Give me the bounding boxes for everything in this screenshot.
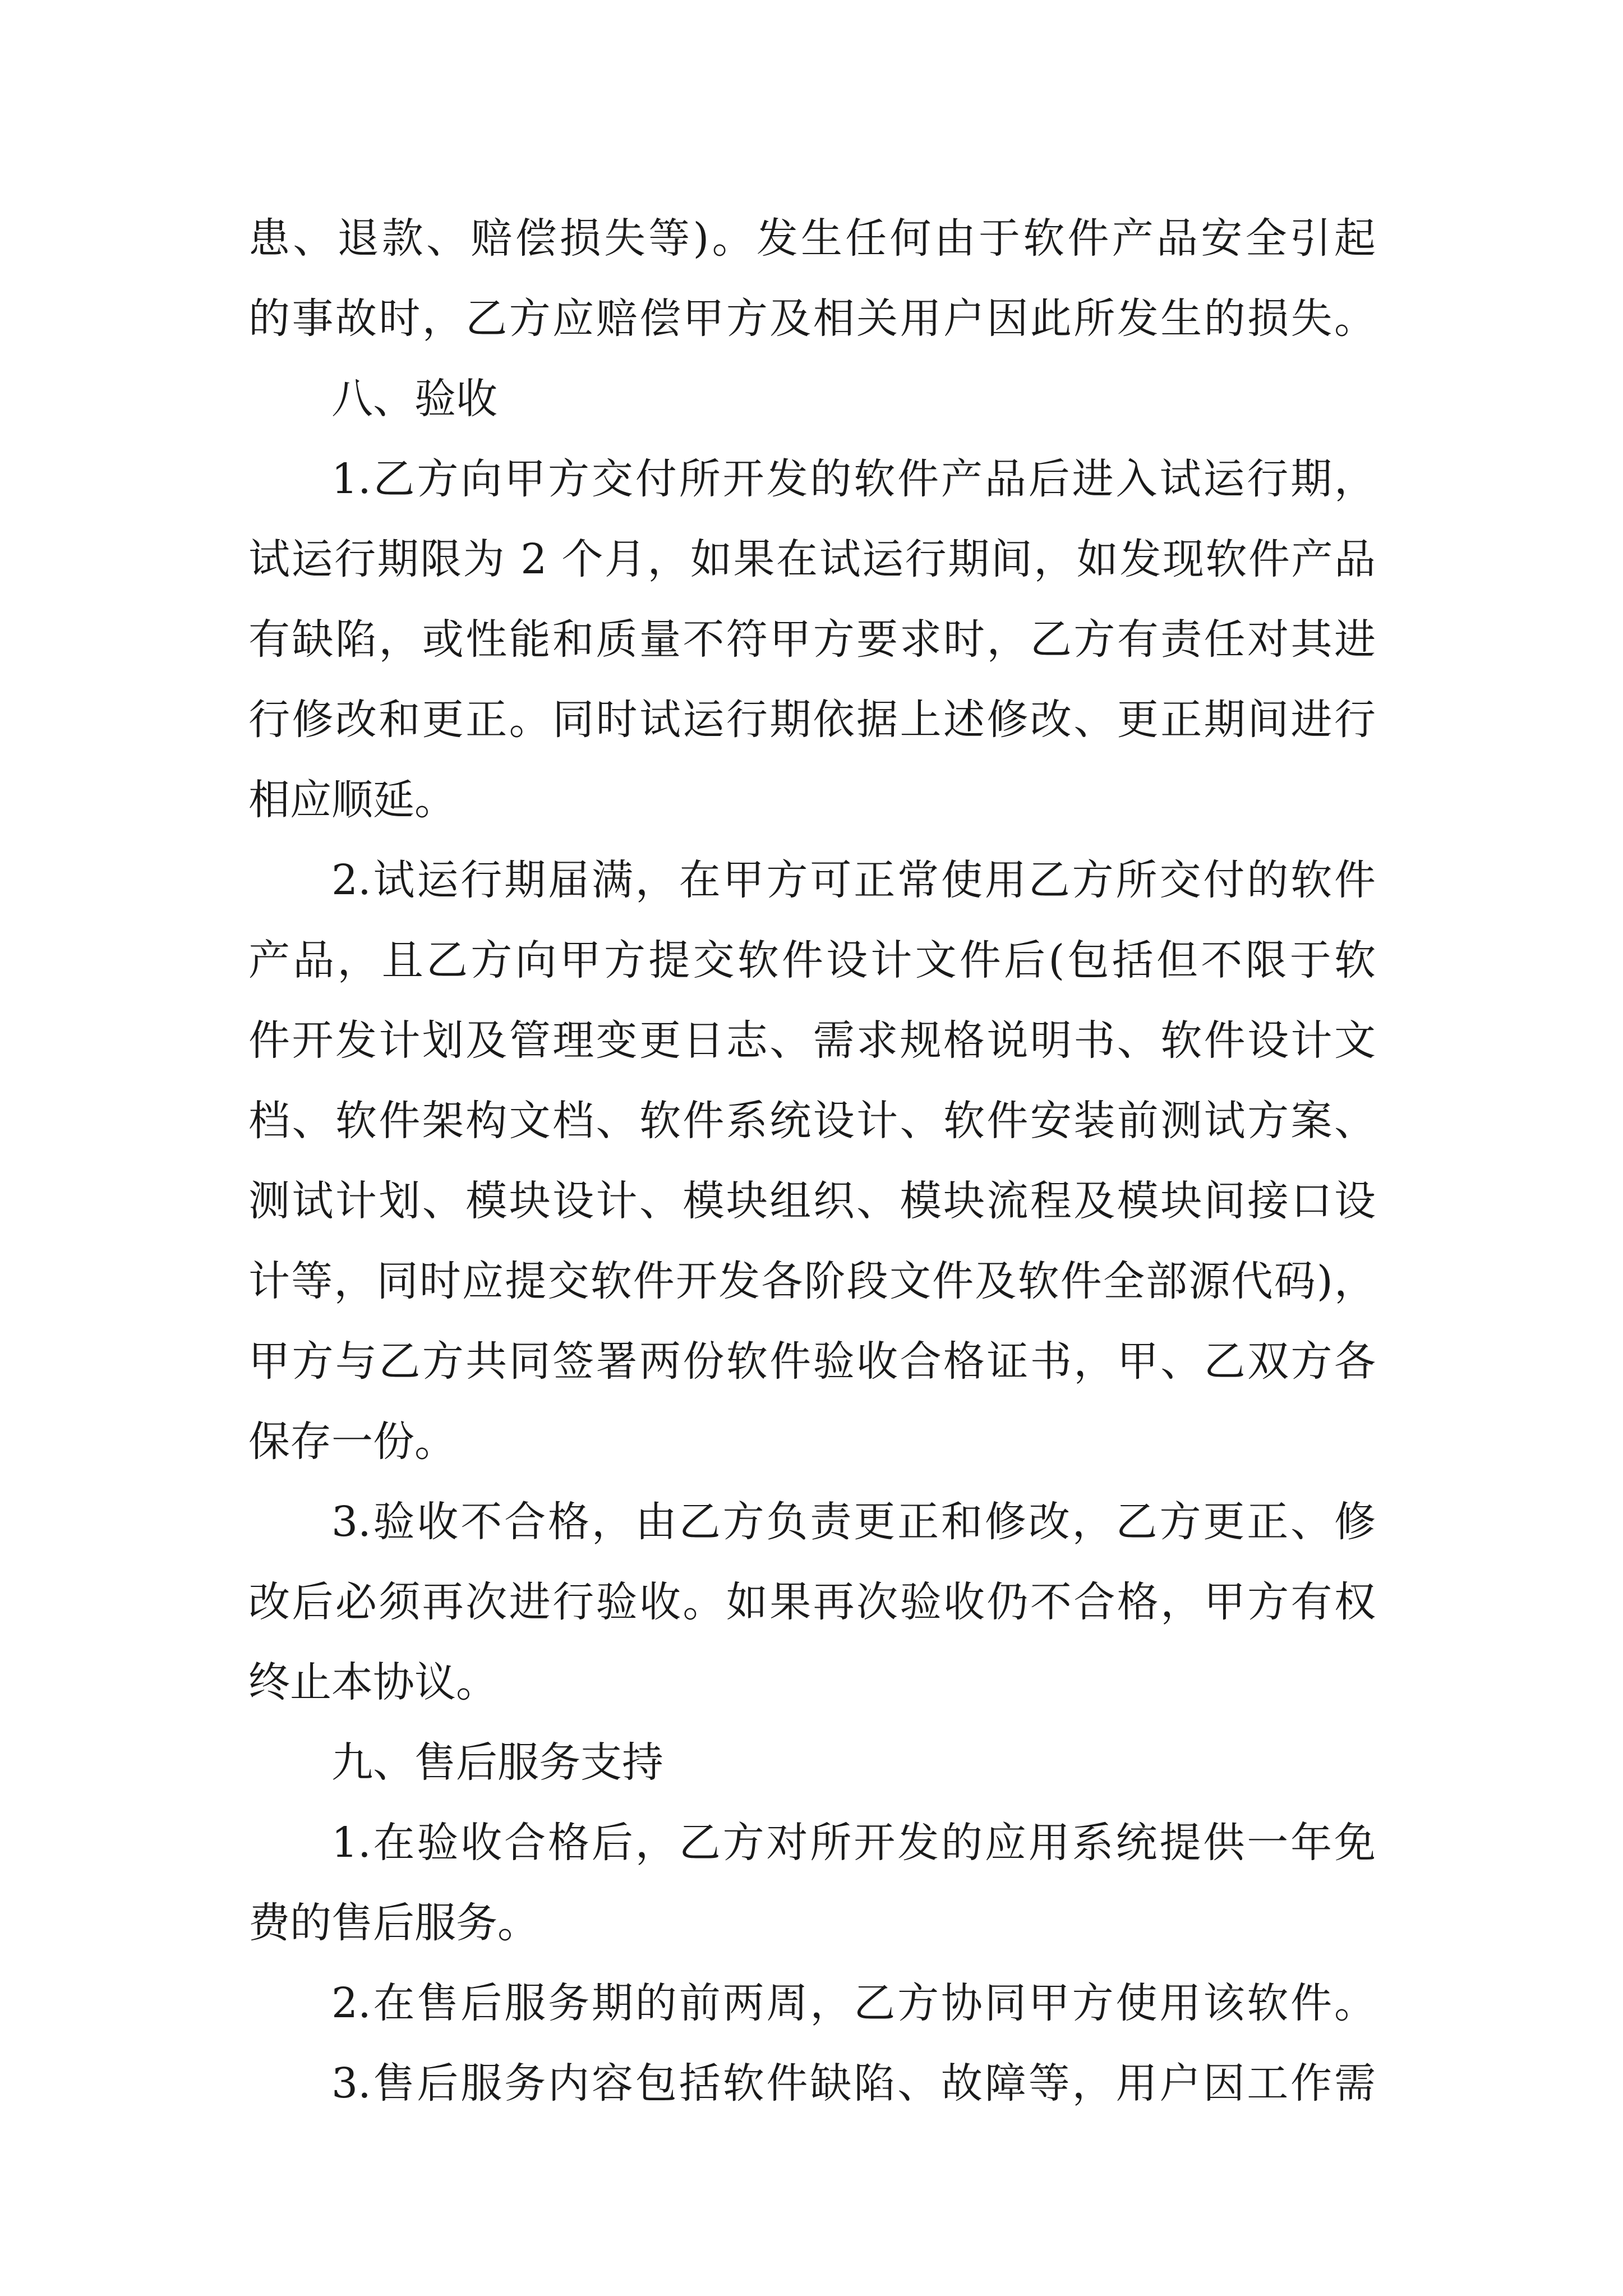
text-line: 改后必须再次进行验收。如果再次验收仍不合格，甲方有权 xyxy=(248,1578,1376,1626)
text-line: 甲方与乙方共同签署两份软件验收合格证书，甲、乙双方各 xyxy=(248,1337,1376,1386)
text-line: 3.售后服务内容包括软件缺陷、故障等，用户因工作需 xyxy=(331,2059,1376,2108)
text-line: 保存一份。 xyxy=(248,1418,456,1466)
text-line: 2.在售后服务期的前两周，乙方协同甲方使用该软件。 xyxy=(331,1979,1376,2027)
text-line: 产品，且乙方向甲方提交软件设计文件后(包括但不限于软 xyxy=(248,936,1376,984)
text-line: 患、退款、赔偿损失等)。发生任何由于软件产品安全引起 xyxy=(248,214,1376,263)
text-line: 1.在验收合格后，乙方对所开发的应用系统提供一年免 xyxy=(331,1819,1376,1867)
text-line: 3.验收不合格，由乙方负责更正和修改，乙方更正、修 xyxy=(331,1498,1376,1546)
text-line: 的事故时，乙方应赔偿甲方及相关用户因此所发生的损失。 xyxy=(248,295,1376,343)
document-body xyxy=(248,199,1376,2124)
text-line: 2.试运行期届满，在甲方可正常使用乙方所交付的软件 xyxy=(331,856,1376,904)
text-line: 行修改和更正。同时试运行期依据上述修改、更正期间进行 xyxy=(248,696,1376,744)
text-line: 试运行期限为 2 个月，如果在试运行期间，如发现软件产品 xyxy=(248,535,1376,583)
section-heading-acceptance: 八、验收 xyxy=(331,375,497,423)
text-line: 件开发计划及管理变更日志、需求规格说明书、软件设计文 xyxy=(248,1016,1376,1065)
section-heading-after-sales: 九、售后服务支持 xyxy=(331,1738,663,1787)
text-line: 费的售后服务。 xyxy=(248,1899,539,1947)
text-line: 有缺陷，或性能和质量不符甲方要求时，乙方有责任对其进 xyxy=(248,615,1376,664)
text-line: 档、软件架构文档、软件系统设计、软件安装前测试方案、 xyxy=(248,1097,1376,1145)
text-line: 相应顺延。 xyxy=(248,776,456,824)
text-line: 终止本协议。 xyxy=(248,1658,497,1706)
text-line: 1.乙方向甲方交付所开发的软件产品后进入试运行期， xyxy=(331,455,1376,503)
text-line: 计等，同时应提交软件开发各阶段文件及软件全部源代码)， xyxy=(248,1257,1376,1305)
text-line: 测试计划、模块设计、模块组织、模块流程及模块间接口设 xyxy=(248,1177,1376,1225)
